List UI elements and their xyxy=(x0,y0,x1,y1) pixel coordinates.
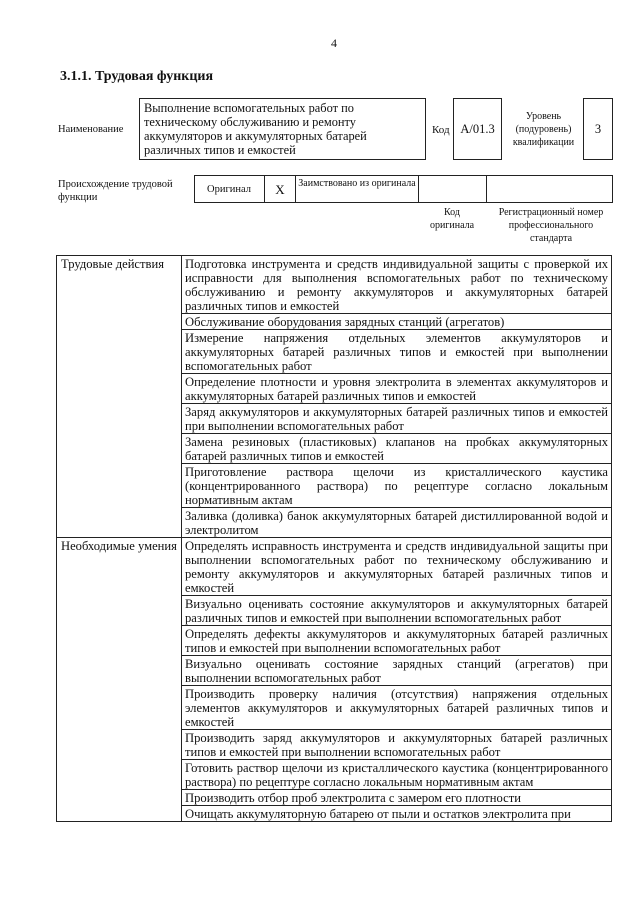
section-title: 3.1.1. Трудовая функция xyxy=(60,69,214,84)
row-item: Заливка (доливка) банок аккумуляторных батарей дистиллированной водой и электролитом xyxy=(182,508,612,538)
function-name: Выполнение вспомогательных работ по техническому обслуживанию и ремонту аккумуляторов и аккумуляторных батарей различных типов и емкостей xyxy=(144,101,367,157)
registration-caption: Регистрационный номер профессионального стандарта xyxy=(498,207,604,244)
row-category: Необходимые умения xyxy=(57,538,182,822)
row-item: Готовить раствор щелочи из кристаллического каустика (концентрированного раствора) по рецептуре согласно локальным нормативным актам xyxy=(182,760,612,790)
row-item: Определять исправность инструмента и средств индивидуальной защиты при выполнении вспомогательных работ по техническому обслуживанию и ремонту аккумуляторов и аккумуляторных батарей различных типов и емкостей xyxy=(182,538,612,596)
page-number: 4 xyxy=(331,36,337,50)
row-category: Трудовые действия xyxy=(57,256,182,538)
row-item: Обслуживание оборудования зарядных станций (агрегатов) xyxy=(182,314,612,330)
level-value: 3 xyxy=(594,122,602,136)
row-item: Подготовка инструмента и средств индивидуальной защиты с проверкой их исправности для выполнения вспомогательных работ по техническому обслуживанию и ремонту аккумуляторов и аккумуляторных батарей различных типов и емкостей xyxy=(182,256,612,314)
code-value: A/01.3 xyxy=(460,122,495,136)
table-row xyxy=(57,256,612,314)
row-item: Визуально оценивать состояние зарядных станций (агрегатов) при выполнении вспомогательных работ xyxy=(182,656,612,686)
row-item: Замена резиновых (пластиковых) клапанов на пробках аккумуляторных батарей различных типов и емкостей xyxy=(182,434,612,464)
borrowed-box xyxy=(295,175,419,203)
original-code-box xyxy=(418,175,487,203)
registration-number-box xyxy=(486,175,613,203)
function-name-box xyxy=(139,98,426,160)
row-item: Заряд аккумуляторов и аккумуляторных батарей различных типов и емкостей при выполнении вспомогательных работ xyxy=(182,404,612,434)
row-item: Приготовление раствора щелочи из кристаллического каустика (концентрированного раствора) по рецептуре согласно локальным нормативным актам xyxy=(182,464,612,508)
level-label: Уровень (подуровень) квалификации xyxy=(512,111,575,148)
original-mark: X xyxy=(275,182,285,197)
row-item: Производить заряд аккумуляторов и аккумуляторных батарей различных типов и емкостей при выполнении вспомогательных работ xyxy=(182,730,612,760)
code-label: Код xyxy=(432,124,450,136)
row-item: Очищать аккумуляторную батарею от пыли и остатков электролита при xyxy=(182,806,612,822)
name-label: Наименование xyxy=(58,124,124,135)
row-item: Визуально оценивать состояние аккумуляторов и аккумуляторных батарей различных типов и емкостей при выполнении вспомогательных работ xyxy=(182,596,612,626)
original-label: Оригинал xyxy=(207,184,251,195)
row-item: Производить проверку наличия (отсутствия) напряжения отдельных элементов аккумуляторов и аккумуляторных батарей различных типов и емкостей xyxy=(182,686,612,730)
row-item: Определение плотности и уровня электролита в элементах аккумуляторов и аккумуляторных батарей различных типов и емкостей xyxy=(182,374,612,404)
row-item: Производить отбор проб электролита с замером его плотности xyxy=(182,790,612,806)
original-box xyxy=(194,175,265,203)
level-box xyxy=(583,98,613,160)
table-row xyxy=(57,538,612,596)
code-caption: Код оригинала xyxy=(429,207,475,231)
row-item: Измерение напряжения отдельных элементов аккумуляторов и аккумуляторных батарей различных типов и емкостей при выполнении вспомогательных работ xyxy=(182,330,612,374)
requirements-table xyxy=(56,255,612,822)
origin-label: Происхождение трудовой функции xyxy=(58,179,173,203)
original-mark-box xyxy=(264,175,296,203)
row-item: Определять дефекты аккумуляторов и аккумуляторных батарей различных типов и емкостей при выполнении вспомогательных работ xyxy=(182,626,612,656)
code-box xyxy=(453,98,502,160)
borrowed-label: Заимствовано из оригинала xyxy=(298,178,416,189)
